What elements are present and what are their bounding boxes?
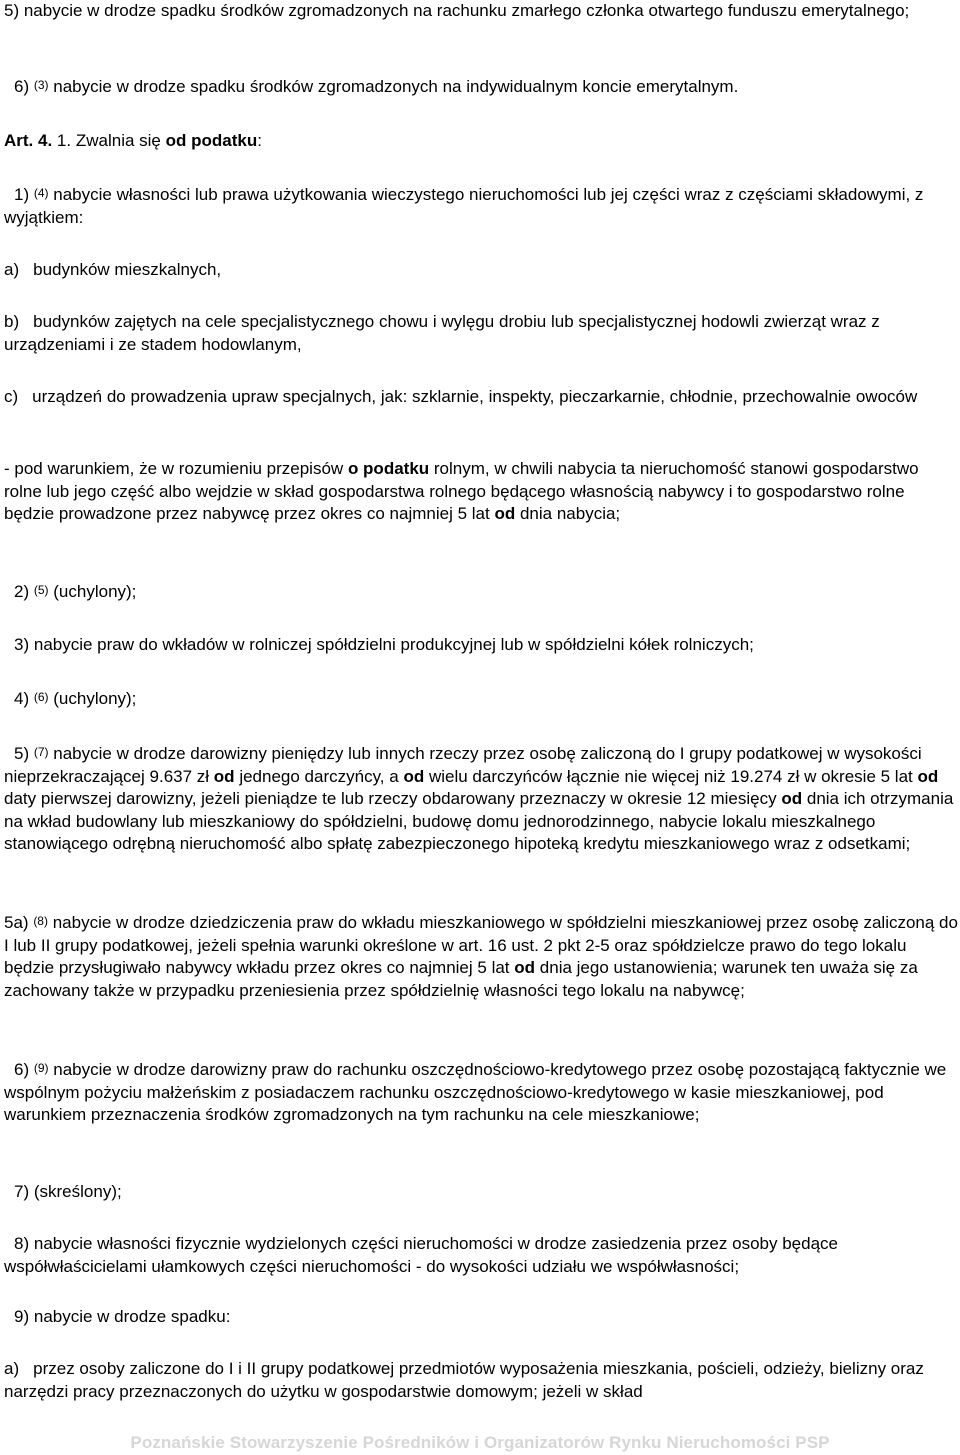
footnote-ref: (8)	[33, 914, 48, 928]
item-9-spadek: 9) nabycie w drodze spadku:	[14, 1307, 231, 1326]
subitem-c-urzadzenia: c) urządzeń do prowadzenia upraw specjalnych, jak: szklarnie, inspekty, pieczarkarnie, chłodnie, przechowalnie owoców	[4, 387, 918, 406]
footnote-ref: (6)	[33, 690, 49, 704]
page-footer: Poznańskie Stowarzyszenie Pośredników i Organizatorów Rynku Nieruchomości PSP	[130, 1433, 830, 1452]
footnote-ref: (4)	[33, 186, 49, 200]
item-3-spoldzielnia: 3) nabycie praw do wkładów w rolniczej spółdzielni produkcyjnej lub w spółdzielni kółek rolniczych;	[14, 635, 754, 654]
item-5a-dziedziczenie: 5a) $^{(8)}$ nabycie w drodze dziedziczenia praw do wkładu mieszkaniowego w spółdzielni mieszkaniowej przez osobę zaliczoną do I lub II grupy podatkowej, jeżeli spełnia warunki określone w art. 16 ust. 2 pkt 2-5 oraz spółdzielcze prawo do tego lokalu będzie przysługiwało nabywcy wkładu przez okres co najmniej 5 lat od dnia jego ustanowienia; warunek ten uważa się za zachowany także w przypadku przeniesienia przez spółdzielnię własności tego lokalu na nabywcę;	[4, 913, 958, 1000]
item-5-otwarty-fundusz: 5) nabycie w drodze spadku środków zgromadzonych na rachunku zmarłego członka otwartego funduszu emerytalnego;	[4, 1, 910, 20]
subitem-a-budynki: a) budynków mieszkalnych,	[4, 260, 222, 279]
item-8-zasiedzenie: 8) nabycie własności fizycznie wydzielonych części nieruchomości w drodze zasiedzenia przez osoby będące współwłaścicielami ułamkowych części nieruchomości - do wysokości udziału we współwłasności;	[4, 1234, 838, 1276]
footnote-ref: (7)	[33, 745, 49, 759]
article-4-heading: Art. 4. 1. Zwalnia się od podatku:	[4, 131, 262, 150]
item-7-skreslony: 7) (skreślony);	[14, 1182, 122, 1201]
condition-paragraph: - pod warunkiem, że w rozumieniu przepisów o podatku rolnym, w chwili nabycia ta nieruchomość stanowi gospodarstwo rolne lub jego część albo wejdzie w skład gospodarstwa rolnego będącego własnością nabywcy i to gospodarstwo rolne będzie prowadzone przez nabywcę przez okres co najmniej 5 lat od dnia nabycia;	[4, 459, 919, 523]
footnote-ref: (3)	[33, 78, 49, 92]
subitem-a-wyposazenie: a) przez osoby zaliczone do I i II grupy podatkowej przedmiotów wyposażenia mieszkania, pościeli, odzieży, bielizny oraz narzędzi pracy przeznaczonych do użytku w gospodarstwie domowym; jeżeli w skład	[4, 1359, 924, 1401]
item-6-ike: 6) $^{(3)}$ nabycie w drodze spadku środków zgromadzonych na indywidualnym koncie emerytalnym.	[14, 77, 739, 96]
subitem-b-budynki-hodowla: b) budynków zajętych na cele specjalistycznego chowu i wylęgu drobiu lub specjalistycznej hodowli zwierząt wraz z urządzeniami i ze stadem hodowlanym,	[4, 312, 880, 354]
footnote-ref: (5)	[33, 583, 49, 597]
footnote-ref: (9)	[33, 1061, 49, 1075]
item-2-uchylony: 2) $^{(5)}$ (uchylony);	[14, 582, 137, 601]
item-1-nieruchomosc: 1) $^{(4)}$ nabycie własności lub prawa użytkowania wieczystego nieruchomości lub jej części wraz z częściami składowymi, z wyjątkiem:	[4, 185, 924, 227]
item-6-rachunek: 6) $^{(9)}$ nabycie w drodze darowizny praw do rachunku oszczędnościowo-kredytowego przez osobę pozostającą faktycznie we wspólnym pożyciu małżeńskim z posiadaczem rachunku oszczędnościowo-kredytowego w kasie mieszkaniowej, pod warunkiem przeznaczenia środków zgromadzonych na tym rachunku na cele mieszkaniowe;	[4, 1060, 947, 1124]
item-4-uchylony: 4) $^{(6)}$ (uchylony);	[14, 689, 137, 708]
item-5-darowizna: 5) $^{(7)}$ nabycie w drodze darowizny pieniędzy lub innych rzeczy przez osobę zaliczoną do I grupy podatkowej w wysokości nieprzekraczającej 9.637 zł od jednego darczyńcy, a od wielu darczyńców łącznie nie więcej niż 19.274 zł w okresie 5 lat od daty pierwszej darowizny, jeżeli pieniądze te lub rzeczy obdarowany przeznaczy w okresie 12 miesięcy od dnia ich otrzymania na wkład budowlany lub mieszkaniowy do spółdzielni, budowę domu jednorodzinnego, nabycie lokalu mieszkalnego stanowiącego odrębną nieruchomość albo spłatę zabezpieczonego hipoteką kredytu mieszkaniowego wraz z odsetkami;	[4, 744, 954, 853]
